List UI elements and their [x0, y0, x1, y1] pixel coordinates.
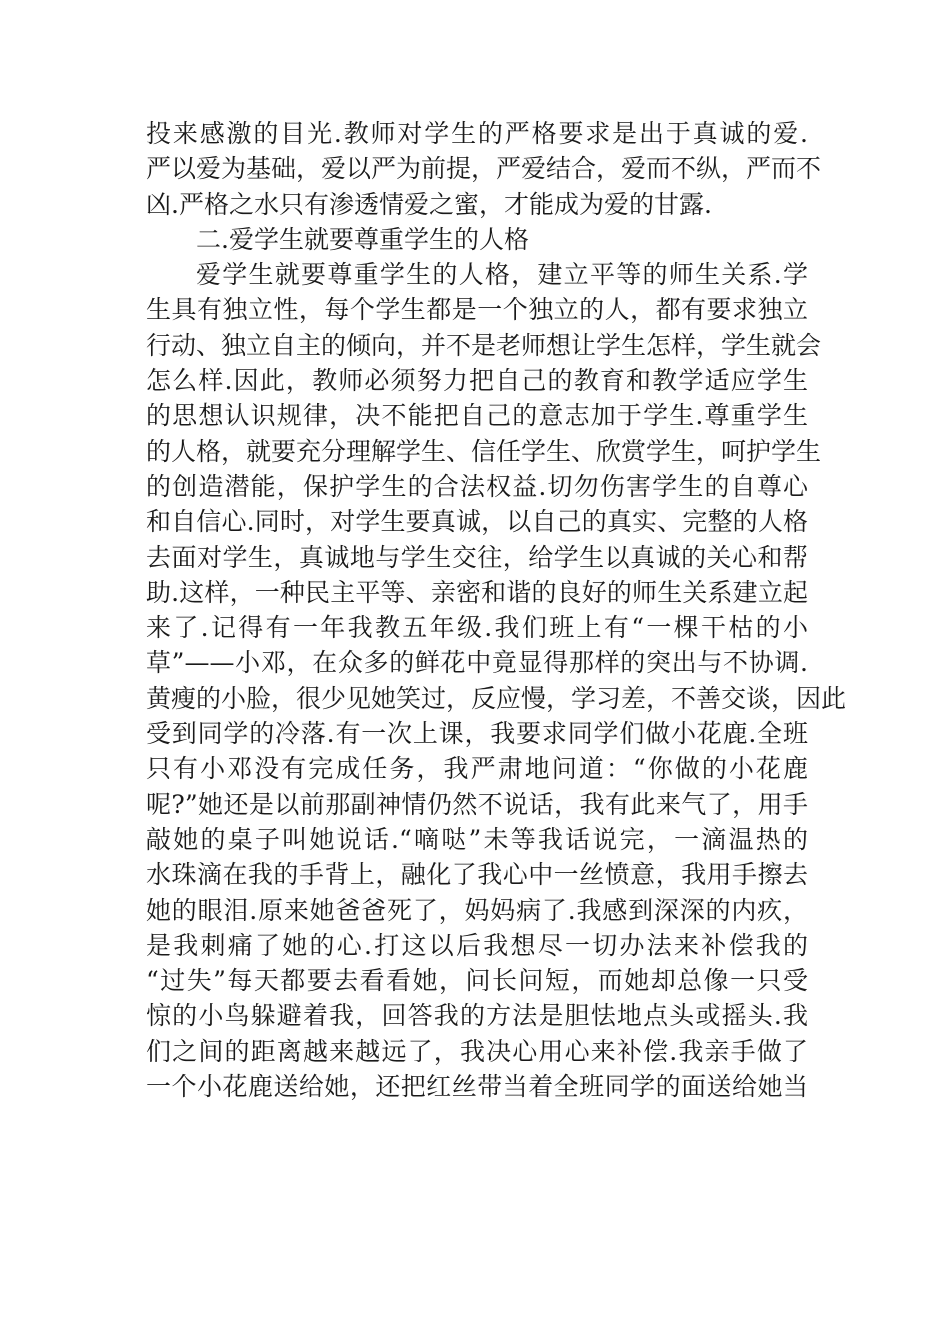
text-line: 严以爱为基础，爱以严为前提，严爱结合，爱而不纵，严而不 — [146, 154, 822, 184]
text-line: 助.这样，一种民主平等、亲密和谐的良好的师生关系建立起 — [146, 577, 808, 607]
text-line: “过失”每天都要去看看她，问长问短，而她却总像一只受 — [146, 966, 808, 996]
document-page — [146, 116, 847, 1104]
text-line: 凶.严格之水只有渗透情爱之蜜，才能成为爱的甘露. — [146, 189, 712, 219]
text-line: 去面对学生，真诚地与学生交往，给学生以真诚的关心和帮 — [146, 542, 808, 572]
text-line: 的思想认识规律，决不能把自己的意志加于学生.尊重学生 — [146, 401, 808, 431]
text-line: 来了.记得有一年我教五年级.我们班上有“一棵干枯的小 — [146, 613, 808, 643]
text-line: 草”——小邓，在众多的鲜花中竟显得那样的突出与不协调. — [146, 648, 808, 678]
text-line: 黄瘦的小脸，很少见她笑过，反应慢，学习差，不善交谈，因此 — [146, 683, 847, 713]
text-line: 怎么样.因此，教师必须努力把自己的教育和教学适应学生 — [146, 366, 808, 396]
text-line: 她的眼泪.原来她爸爸死了，妈妈病了.我感到深深的内疚， — [146, 895, 808, 925]
text-line: 水珠滴在我的手背上，融化了我心中一丝愤意，我用手擦去 — [146, 860, 808, 890]
text-line: 和自信心.同时，对学生要真诚，以自己的真实、完整的人格 — [146, 507, 808, 537]
text-line: 只有小邓没有完成任务，我严肃地问道：“你做的小花鹿 — [146, 754, 808, 784]
text-line: 呢?”她还是以前那副神情仍然不说话，我有此来气了，用手 — [146, 789, 808, 819]
text-line: 惊的小鸟躲避着我，回答我的方法是胆怯地点头或摇头.我 — [146, 1001, 808, 1031]
text-line: 投来感激的目光.教师对学生的严格要求是出于真诚的爱. — [146, 119, 808, 148]
text-line: 的创造潜能，保护学生的合法权益.切勿伤害学生的自尊心 — [146, 471, 808, 501]
text-line: 生具有独立性，每个学生都是一个独立的人，都有要求独立 — [146, 295, 808, 325]
text-line: 受到同学的冷落.有一次上课，我要求同学们做小花鹿.全班 — [146, 719, 808, 749]
text-line: 爱学生就要尊重学生的人格，建立平等的师生关系.学 — [196, 260, 808, 290]
text-line: 的人格，就要充分理解学生、信任学生、欣赏学生，呵护学生 — [146, 436, 822, 466]
section-heading: 二.爱学生就要尊重学生的人格 — [196, 224, 529, 254]
text-line: 行动、独立自主的倾向，并不是老师想让学生怎样，学生就会 — [146, 330, 822, 360]
text-line: 们之间的距离越来越远了，我决心用心来补偿.我亲手做了 — [146, 1036, 808, 1066]
text-line: 敲她的桌子叫她说话.“嘀哒”未等我话说完，一滴温热的 — [146, 824, 808, 854]
document-body — [146, 116, 847, 1104]
text-line: 一个小花鹿送给她，还把红丝带当着全班同学的面送给她当 — [146, 1072, 808, 1102]
text-line: 是我刺痛了她的心.打这以后我想尽一切办法来补偿我的 — [146, 930, 808, 960]
